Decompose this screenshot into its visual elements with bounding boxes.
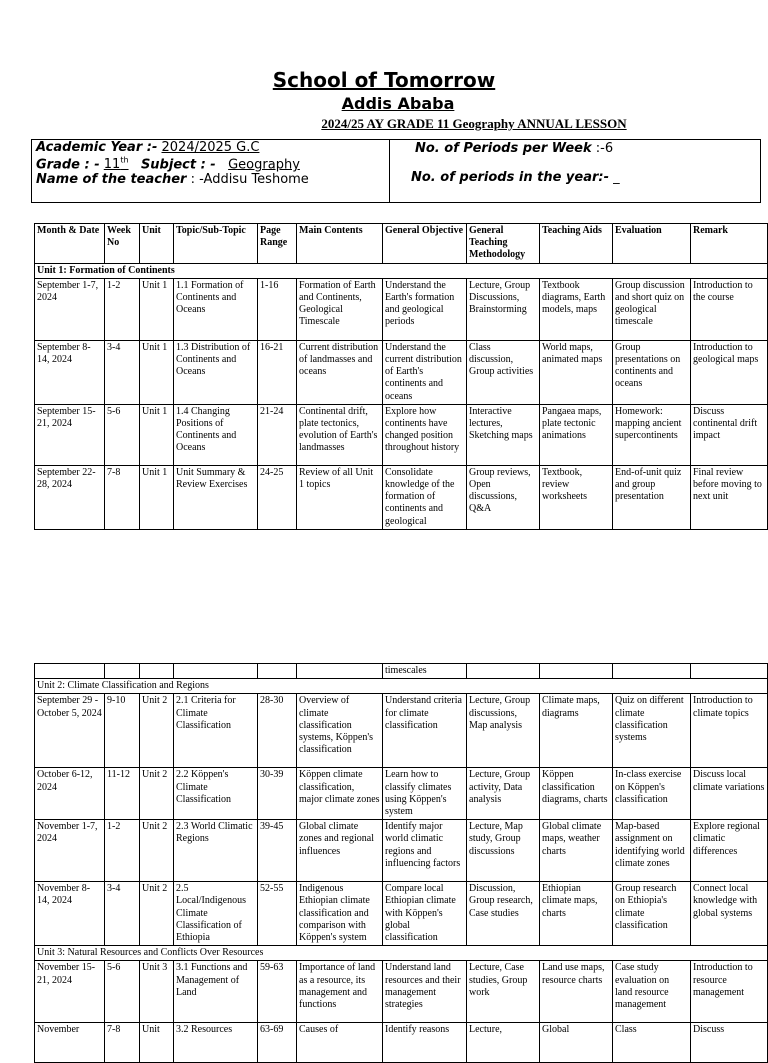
table-cell: Current distribution of landmasses and oceans bbox=[297, 340, 383, 404]
table-cell: Compare local Ethiopian climate with Köppen's global classification bbox=[383, 882, 467, 946]
table-row bbox=[35, 882, 768, 946]
table-cell: Introduction to the course bbox=[691, 278, 768, 340]
table-cell: 16-21 bbox=[258, 340, 297, 404]
table-row bbox=[35, 1023, 768, 1063]
table-header-row bbox=[35, 224, 768, 264]
table-cell: September 15-21, 2024 bbox=[35, 404, 105, 465]
periods-week-label: No. of Periods per Week bbox=[415, 141, 592, 156]
header-cell: Topic/Sub-Topic bbox=[174, 224, 258, 264]
table-row bbox=[35, 694, 768, 768]
table-cell: Identify reasons bbox=[383, 1023, 467, 1063]
periods-week-value: :-6 bbox=[595, 141, 614, 156]
header-cell: Month & Date bbox=[35, 224, 105, 264]
table-cell: 39-45 bbox=[258, 820, 297, 882]
table-cell: 5-6 bbox=[105, 961, 140, 1023]
header-cell: Page Range bbox=[258, 224, 297, 264]
teacher-label: Name of the teacher bbox=[36, 172, 187, 187]
table-cell: Understand land resources and their management strategies bbox=[383, 961, 467, 1023]
table-cell: 5-6 bbox=[105, 404, 140, 465]
table-cell: Explore regional climatic differences bbox=[691, 820, 768, 882]
table-cell: 30-39 bbox=[258, 768, 297, 820]
table-cell: Global bbox=[540, 1023, 613, 1063]
table-cell: 11-12 bbox=[105, 768, 140, 820]
grade-subject bbox=[36, 156, 300, 172]
table-cell: Homework: mapping ancient supercontinents bbox=[613, 404, 691, 465]
table-cell bbox=[540, 664, 613, 679]
table-cell: 2.5 Local/Indigenous Climate Classification of Ethiopia bbox=[174, 882, 258, 946]
table-cell bbox=[691, 664, 768, 679]
table-cell: Discuss bbox=[691, 1023, 768, 1063]
table-cell: Consolidate knowledge of the formation of continents and geological bbox=[383, 465, 467, 529]
table-cell: Introduction to resource management bbox=[691, 961, 768, 1023]
table-cell: 3-4 bbox=[105, 882, 140, 946]
table-cell: 3.2 Resources bbox=[174, 1023, 258, 1063]
table-cell: 24-25 bbox=[258, 465, 297, 529]
table-cell: 59-63 bbox=[258, 961, 297, 1023]
grade-value bbox=[104, 157, 129, 172]
table-cell: Explore how continents have changed position throughout history bbox=[383, 404, 467, 465]
table-cell: Köppen classification diagrams, charts bbox=[540, 768, 613, 820]
table-cell: Unit 2 bbox=[140, 694, 174, 768]
table-cell: Learn how to classify climates using Köppen's system bbox=[383, 768, 467, 820]
table-cell: Interactive lectures, Sketching maps bbox=[467, 404, 540, 465]
table-cell: 1.1 Formation of Continents and Oceans bbox=[174, 278, 258, 340]
table-cell: Global climate zones and regional influences bbox=[297, 820, 383, 882]
table-cell: Continental drift, plate tectonics, evolution of Earth's landmasses bbox=[297, 404, 383, 465]
periods-per-week bbox=[415, 141, 613, 156]
header-cell: General Teaching Methodology bbox=[467, 224, 540, 264]
table-cell: Final review before moving to next unit bbox=[691, 465, 768, 529]
table-cell: Unit 2 bbox=[140, 820, 174, 882]
table-cell: November 1-7, 2024 bbox=[35, 820, 105, 882]
table-cell: Importance of land as a resource, its management and functions bbox=[297, 961, 383, 1023]
table-cell bbox=[35, 664, 105, 679]
table-cell: November bbox=[35, 1023, 105, 1063]
table-cell: Ethiopian climate maps, charts bbox=[540, 882, 613, 946]
table-cell: Class bbox=[613, 1023, 691, 1063]
table-cell: Discuss local climate variations bbox=[691, 768, 768, 820]
header-cell: Evaluation bbox=[613, 224, 691, 264]
table-cell: 3.1 Functions and Management of Land bbox=[174, 961, 258, 1023]
table-cell: Class discussion, Group activities bbox=[467, 340, 540, 404]
table-cell bbox=[174, 664, 258, 679]
table-cell: 1-2 bbox=[105, 820, 140, 882]
table-cell: 52-55 bbox=[258, 882, 297, 946]
table-row bbox=[35, 465, 768, 529]
header-cell: Unit bbox=[140, 224, 174, 264]
school-name: School of Tomorrow bbox=[272, 68, 496, 92]
table-cell: Group research on Ethiopia's climate classification bbox=[613, 882, 691, 946]
table-cell: Lecture, Map study, Group discussions bbox=[467, 820, 540, 882]
periods-per-year bbox=[411, 170, 620, 185]
header-cell: Week No bbox=[105, 224, 140, 264]
unit-title: Unit 3: Natural Resources and Conflicts Over Resources bbox=[35, 946, 768, 961]
table-cell: Discuss continental drift impact bbox=[691, 404, 768, 465]
table-cell: September 22-28, 2024 bbox=[35, 465, 105, 529]
table-cell bbox=[297, 664, 383, 679]
academic-year-label: Academic Year :- bbox=[36, 140, 158, 155]
table-cell: 2.3 World Climatic Regions bbox=[174, 820, 258, 882]
academic-year bbox=[36, 140, 259, 155]
table-cell: November 15-21, 2024 bbox=[35, 961, 105, 1023]
table-cell: Lecture, Group discussions, Map analysis bbox=[467, 694, 540, 768]
table-cell: 9-10 bbox=[105, 694, 140, 768]
table-cell: Land use maps, resource charts bbox=[540, 961, 613, 1023]
subject-value: Geography bbox=[228, 157, 300, 173]
table-cell: Unit Summary & Review Exercises bbox=[174, 465, 258, 529]
teacher-value: : -Addisu Teshome bbox=[190, 172, 309, 187]
table-cell: Introduction to geological maps bbox=[691, 340, 768, 404]
table-cell: End-of-unit quiz and group presentation bbox=[613, 465, 691, 529]
table-cell: Textbook diagrams, Earth models, maps bbox=[540, 278, 613, 340]
table-cell: Discussion, Group research, Case studies bbox=[467, 882, 540, 946]
table-cell: Group reviews, Open discussions, Q&A bbox=[467, 465, 540, 529]
table-row bbox=[35, 404, 768, 465]
table-cell: Unit 2 bbox=[140, 882, 174, 946]
table-cell: Identify major world climatic regions and influencing factors bbox=[383, 820, 467, 882]
table-cell: Unit 1 bbox=[140, 340, 174, 404]
table-cell: Unit 1 bbox=[140, 278, 174, 340]
table-cell: 63-69 bbox=[258, 1023, 297, 1063]
unit-row bbox=[35, 946, 768, 961]
table-row bbox=[35, 768, 768, 820]
table-cell: Understand criteria for climate classification bbox=[383, 694, 467, 768]
table-cell: 7-8 bbox=[105, 1023, 140, 1063]
table-row bbox=[35, 820, 768, 882]
table-cell: October 6-12, 2024 bbox=[35, 768, 105, 820]
table-cell: September 1-7, 2024 bbox=[35, 278, 105, 340]
table-cell: Causes of bbox=[297, 1023, 383, 1063]
table-cell: Overview of climate classification systems, Köppen's classification bbox=[297, 694, 383, 768]
unit-title: Unit 2: Climate Classification and Regions bbox=[35, 679, 768, 694]
header-cell: Teaching Aids bbox=[540, 224, 613, 264]
table-cell: timescales bbox=[383, 664, 467, 679]
table-cell: Connect local knowledge with global systems bbox=[691, 882, 768, 946]
unit-title: Unit 1: Formation of Continents bbox=[35, 263, 768, 278]
table-cell: September 8-14, 2024 bbox=[35, 340, 105, 404]
table-cell: Unit 1 bbox=[140, 404, 174, 465]
table-cell: Unit 3 bbox=[140, 961, 174, 1023]
table-cell: 7-8 bbox=[105, 465, 140, 529]
unit-row bbox=[35, 679, 768, 694]
table-cell: Unit 2 bbox=[140, 768, 174, 820]
table-cell: Indigenous Ethiopian climate classification and comparison with Köppen's system bbox=[297, 882, 383, 946]
table-cell: Textbook, review worksheets bbox=[540, 465, 613, 529]
table-row bbox=[35, 340, 768, 404]
table-cell bbox=[105, 664, 140, 679]
table-row bbox=[35, 961, 768, 1023]
header-cell: Remark bbox=[691, 224, 768, 264]
table-cell: Lecture, bbox=[467, 1023, 540, 1063]
table-cell: Unit 1 bbox=[140, 465, 174, 529]
subject-label: Subject : - bbox=[140, 157, 216, 173]
table-cell: 2.2 Köppen's Climate Classification bbox=[174, 768, 258, 820]
table-cell: September 29 - October 5, 2024 bbox=[35, 694, 105, 768]
document-subtitle: 2024/25 AY GRADE 11 Geography ANNUAL LESSON bbox=[321, 116, 627, 131]
grade-number: 11 bbox=[103, 157, 121, 173]
table-cell: Understand the current distribution of Earth's continents and oceans bbox=[383, 340, 467, 404]
table-cell: 1.3 Distribution of Continents and Oceans bbox=[174, 340, 258, 404]
table-cell: 21-24 bbox=[258, 404, 297, 465]
table-cell: Map-based assignment on identifying world climate zones bbox=[613, 820, 691, 882]
table-cell: Group discussion and short quiz on geological timescale bbox=[613, 278, 691, 340]
periods-year-value: _ bbox=[613, 170, 620, 185]
table-cell: 1.4 Changing Positions of Continents and Oceans bbox=[174, 404, 258, 465]
table-cell: Unit bbox=[140, 1023, 174, 1063]
teacher-name bbox=[36, 172, 309, 187]
table-cell: In-class exercise on Köppen's classification bbox=[613, 768, 691, 820]
table-cell: Understand the Earth's formation and geological periods bbox=[383, 278, 467, 340]
table-cell: Lecture, Group activity, Data analysis bbox=[467, 768, 540, 820]
grade-label: Grade : - bbox=[36, 157, 100, 173]
table-cell: Group presentations on continents and oceans bbox=[613, 340, 691, 404]
grade-suffix: th bbox=[120, 156, 129, 165]
table-cell: Quiz on different climate classification systems bbox=[613, 694, 691, 768]
table-cell: 28-30 bbox=[258, 694, 297, 768]
table-cell: Formation of Earth and Continents, Geological Timescale bbox=[297, 278, 383, 340]
table-cell: World maps, animated maps bbox=[540, 340, 613, 404]
academic-year-value: 2024/2025 G.C bbox=[161, 140, 260, 155]
continuation-row bbox=[35, 664, 768, 679]
table-cell: Pangaea maps, plate tectonic animations bbox=[540, 404, 613, 465]
table-cell: Introduction to climate topics bbox=[691, 694, 768, 768]
table-cell: Case study evaluation on land resource management bbox=[613, 961, 691, 1023]
table-cell: 3-4 bbox=[105, 340, 140, 404]
table-cell bbox=[467, 664, 540, 679]
table-cell bbox=[258, 664, 297, 679]
table-cell: 1-16 bbox=[258, 278, 297, 340]
periods-year-label: No. of periods in the year:- bbox=[411, 170, 609, 185]
city-name: Addis Ababa bbox=[341, 94, 455, 113]
header-cell: Main Contents bbox=[297, 224, 383, 264]
info-divider bbox=[389, 140, 390, 202]
table-cell: Lecture, Case studies, Group work bbox=[467, 961, 540, 1023]
table-cell: 2.1 Criteria for Climate Classification bbox=[174, 694, 258, 768]
table-cell: Lecture, Group Discussions, Brainstorming bbox=[467, 278, 540, 340]
header-cell: General Objective bbox=[383, 224, 467, 264]
lesson-plan-table-page1 bbox=[34, 223, 768, 530]
unit-row bbox=[35, 263, 768, 278]
table-cell: 1-2 bbox=[105, 278, 140, 340]
table-row bbox=[35, 278, 768, 340]
table-cell: November 8-14, 2024 bbox=[35, 882, 105, 946]
table-cell bbox=[613, 664, 691, 679]
table-cell bbox=[140, 664, 174, 679]
table-cell: Review of all Unit 1 topics bbox=[297, 465, 383, 529]
table-cell: Köppen climate classification, major climate zones bbox=[297, 768, 383, 820]
table-cell: Climate maps, diagrams bbox=[540, 694, 613, 768]
table-cell: Global climate maps, weather charts bbox=[540, 820, 613, 882]
lesson-plan-table-page2 bbox=[34, 663, 768, 1063]
